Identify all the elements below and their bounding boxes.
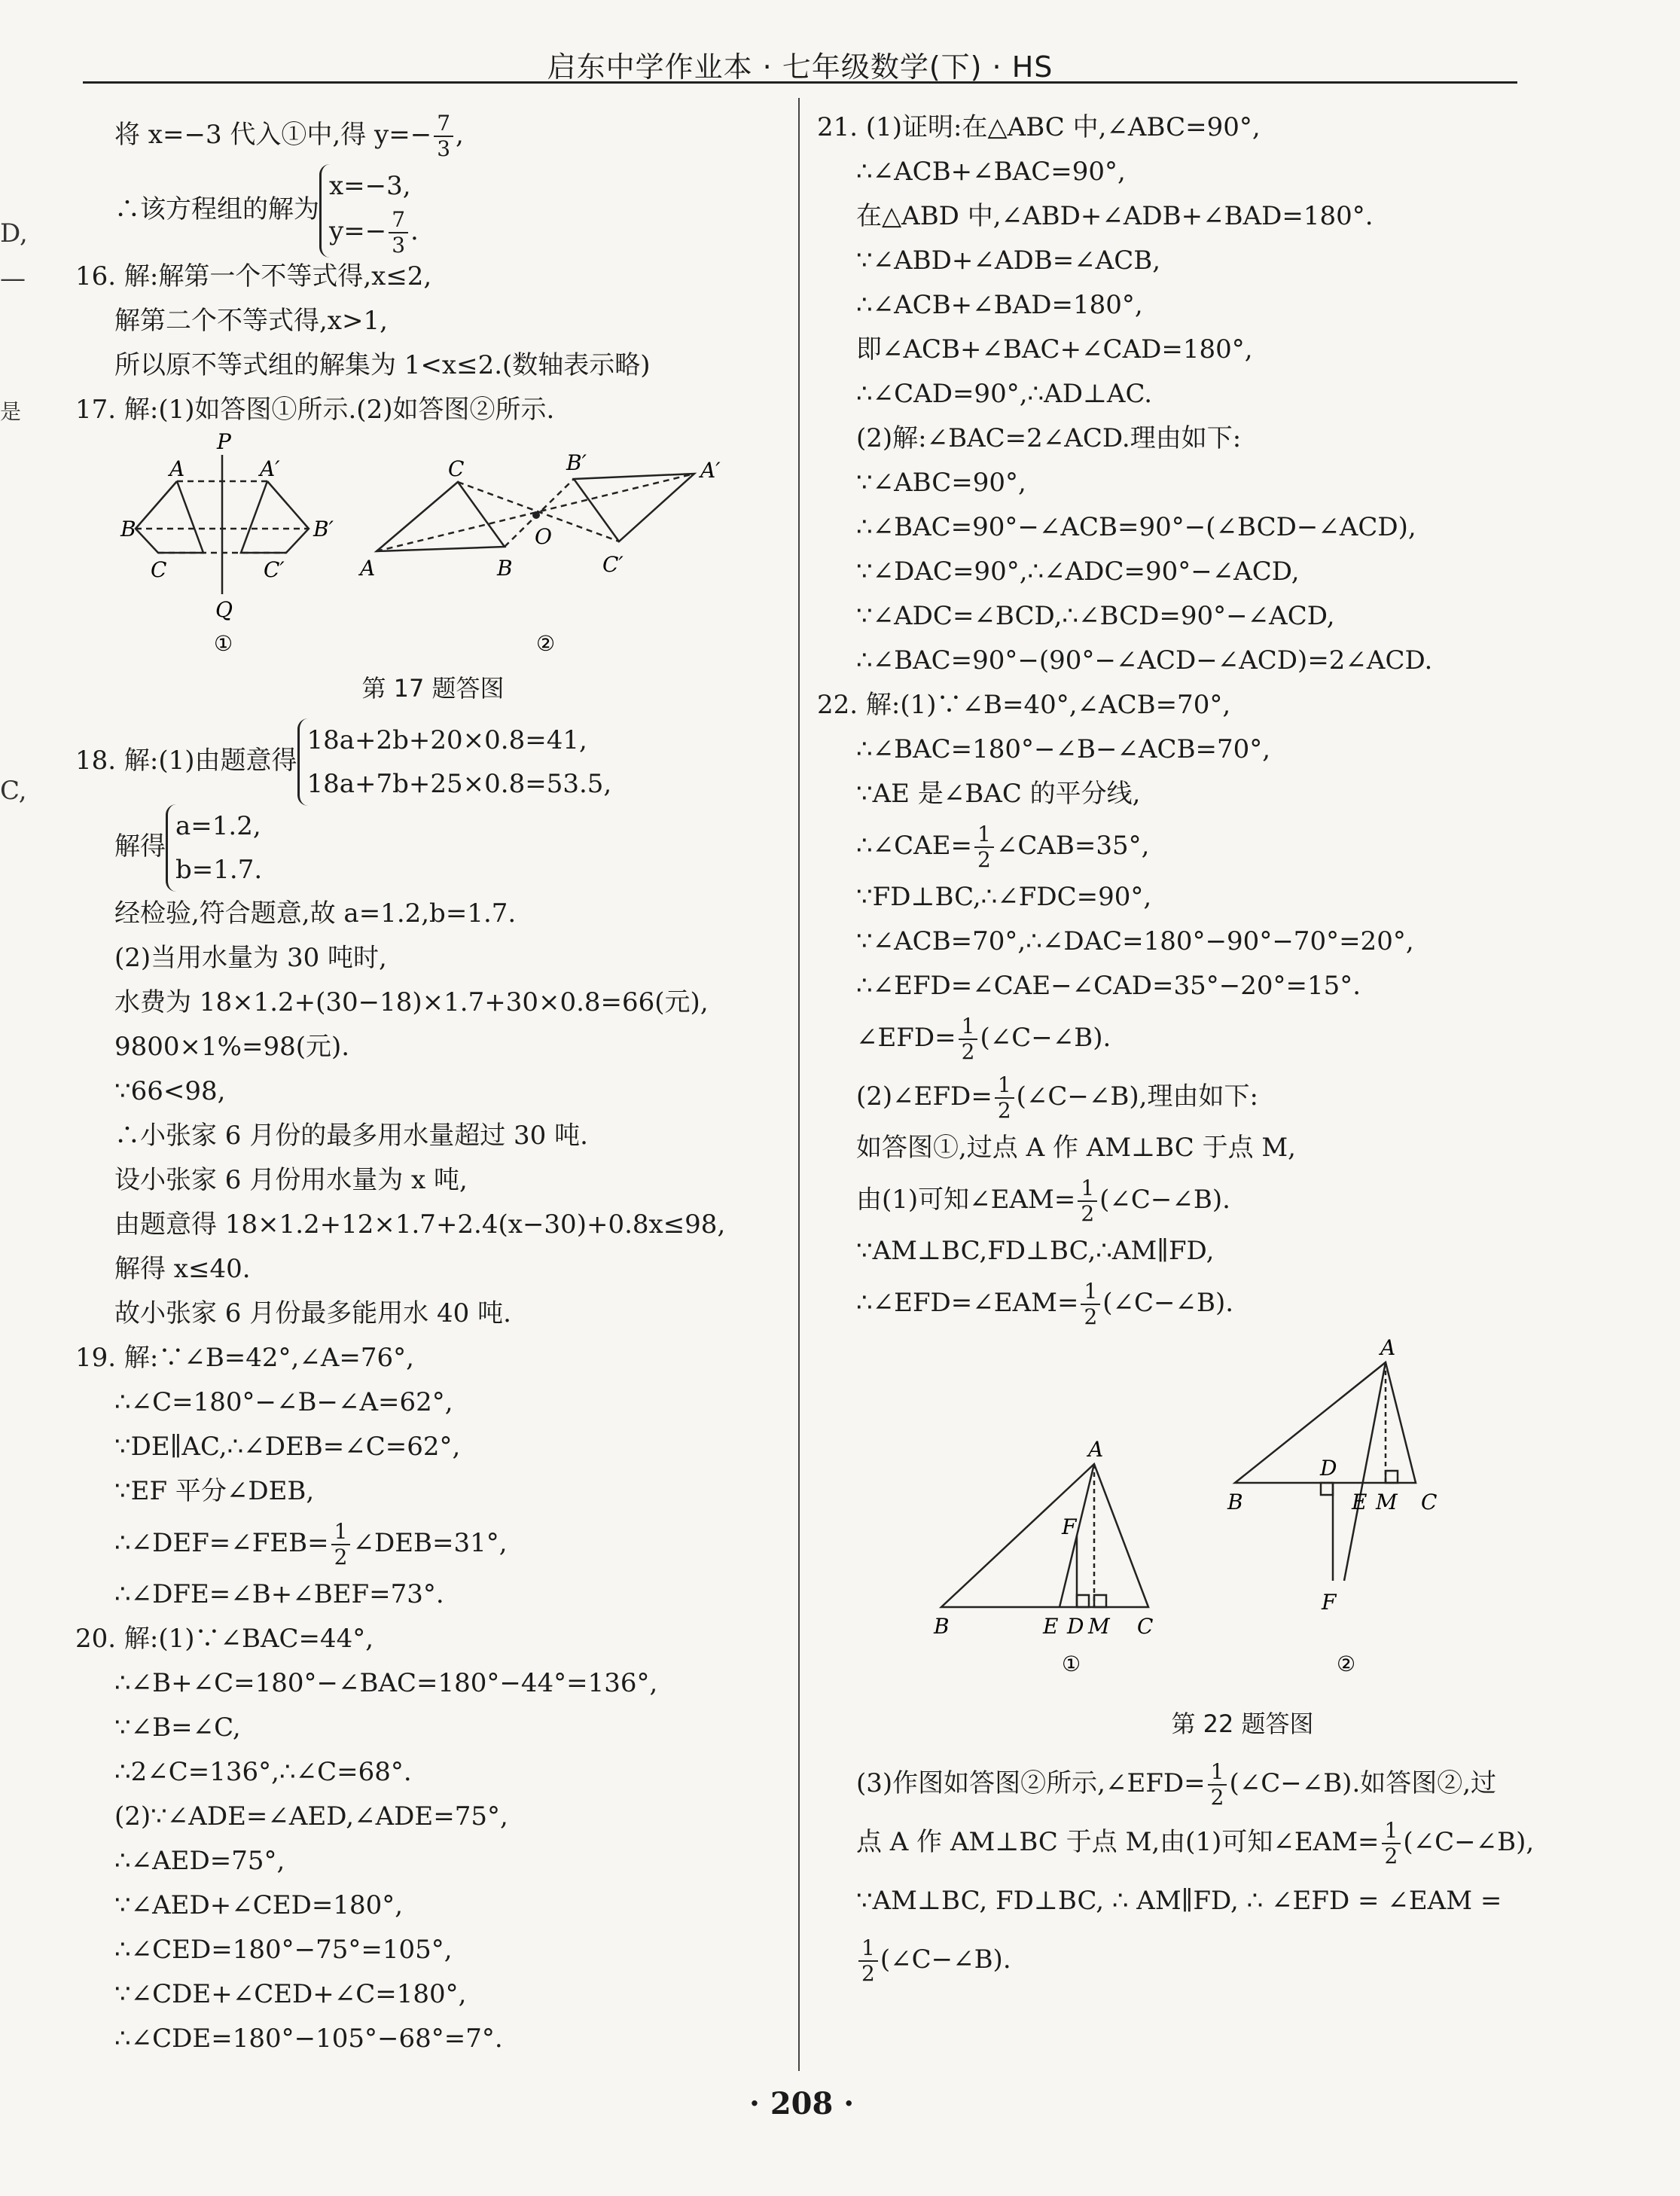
svg-text:B′: B′ bbox=[313, 517, 334, 541]
text-line: ∴∠AED=75°, bbox=[114, 1846, 285, 1876]
text-line: ∵EF 平分∠DEB, bbox=[114, 1476, 315, 1506]
text-line: ∵∠DAC=90°,∴∠ADC=90°−∠ACD, bbox=[856, 557, 1300, 587]
text-line: ∵AM⊥BC,FD⊥BC,∴AM∥FD, bbox=[856, 1236, 1215, 1266]
svg-text:B′: B′ bbox=[566, 450, 587, 475]
text-line: 如答图①,过点 A 作 AM⊥BC 于点 M, bbox=[856, 1133, 1296, 1163]
text-line: 解得 x≤40. bbox=[114, 1254, 251, 1284]
text-line: 点 A 作 AM⊥BC 于点 M,由(1)可知∠EAM= $\frac{1}{2}$ (∠C−∠B), bbox=[856, 1818, 1535, 1868]
svg-text:E: E bbox=[1043, 1614, 1059, 1639]
triangle-abc bbox=[377, 482, 505, 551]
svg-text:B: B bbox=[1227, 1490, 1243, 1514]
edge-text: 是 bbox=[0, 399, 22, 424]
svg-text:C: C bbox=[1137, 1614, 1154, 1639]
text-line: 设小张家 6 月份用水量为 x 吨, bbox=[114, 1165, 468, 1195]
text-line: 水费为 18×1.2+(30−18)×1.7+30×0.8=66(元), bbox=[114, 987, 709, 1017]
text-line: ∴∠DFE=∠B+∠BEF=73°. bbox=[114, 1579, 444, 1609]
text-line: ∴∠CDE=180°−105°−68°=7°. bbox=[114, 2024, 503, 2054]
fraction: $\frac{1}{2}$ bbox=[1078, 1176, 1097, 1226]
svg-text:A′: A′ bbox=[700, 458, 721, 483]
left-column bbox=[75, 105, 791, 2061]
fraction: $\frac{7}{3}$ bbox=[434, 111, 453, 161]
text-line: ∴∠ACB+∠BAC=90°, bbox=[856, 157, 1126, 187]
fraction: $\frac{1}{2}$ bbox=[331, 1520, 351, 1569]
figure-22-svg bbox=[817, 1332, 1668, 1694]
text-line: ∴∠C=180°−∠B−∠A=62°, bbox=[114, 1387, 453, 1417]
shape-right bbox=[241, 481, 309, 553]
svg-text:②: ② bbox=[536, 631, 556, 656]
text-line: (2)解:∠BAC=2∠ACD.理由如下: bbox=[856, 423, 1242, 453]
fraction: $\frac{1}{2}$ bbox=[858, 1936, 878, 1986]
svg-text:M: M bbox=[1088, 1614, 1110, 1639]
text-line: (2)当用水量为 30 吨时, bbox=[114, 943, 387, 973]
svg-text:F: F bbox=[1322, 1590, 1337, 1615]
text-line: ∵∠ADC=∠BCD,∴∠BCD=90°−∠ACD, bbox=[856, 601, 1335, 631]
figure-22-caption: 第 22 题答图 bbox=[1171, 1710, 1314, 1738]
shape-left bbox=[136, 481, 203, 553]
svg-text:A: A bbox=[169, 456, 185, 481]
svg-text:A: A bbox=[1088, 1437, 1104, 1462]
text-line: ∴2∠C=136°,∴∠C=68°. bbox=[114, 1757, 412, 1787]
text-line: 18. 解:(1)由题意得 18a+2b+20×0.8=41, 18a+7b+25×0.8=53.5, bbox=[75, 718, 791, 801]
text-line: ∴∠BAC=180°−∠B−∠ACB=70°, bbox=[856, 734, 1271, 764]
svg-text:C′: C′ bbox=[602, 552, 624, 577]
fraction: $\frac{1}{2}$ bbox=[1382, 1819, 1401, 1868]
text-line: 经检验,符合题意,故 a=1.2,b=1.7. bbox=[114, 898, 517, 929]
svg-text:D: D bbox=[1067, 1614, 1084, 1639]
fraction: $\frac{1}{2}$ bbox=[1208, 1760, 1227, 1810]
text-line: ∵AE 是∠BAC 的平分线, bbox=[856, 779, 1141, 809]
text-line: ∵∠B=∠C, bbox=[114, 1713, 241, 1743]
text-line: ∴该方程组的解为 x=−3, y=− $\frac{7}{3}$ . bbox=[75, 164, 791, 255]
svg-text:C: C bbox=[448, 456, 465, 481]
svg-text:C: C bbox=[151, 557, 167, 582]
svg-text:Q: Q bbox=[215, 597, 233, 622]
text-line: ∵∠ACB=70°,∴∠DAC=180°−90°−70°=20°, bbox=[856, 926, 1414, 956]
text-line: 由题意得 18×1.2+12×1.7+2.4(x−30)+0.8x≤98, bbox=[114, 1209, 726, 1240]
svg-text:A: A bbox=[1380, 1335, 1396, 1360]
svg-text:B: B bbox=[497, 556, 513, 581]
text-line: 解得 a=1.2, b=1.7. bbox=[75, 801, 791, 892]
svg-text:C′: C′ bbox=[264, 557, 285, 582]
text-line: 故小张家 6 月份最多能用水 40 吨. bbox=[114, 1298, 511, 1328]
right-column bbox=[817, 105, 1668, 1989]
text-line: 9800×1%=98(元). bbox=[114, 1032, 350, 1062]
figure-17 bbox=[75, 432, 791, 658]
triangle-1 bbox=[941, 1464, 1148, 1607]
text-line: ∴∠CED=180°−75°=105°, bbox=[114, 1935, 453, 1965]
figure-22 bbox=[817, 1332, 1668, 1694]
text-line: ∴∠DEF=∠FEB= $\frac{1}{2}$ ∠DEB=31°, bbox=[114, 1519, 508, 1569]
text-line: (3)作图如答图②所示,∠EFD= $\frac{1}{2}$ (∠C−∠B).如答图②,过 bbox=[856, 1759, 1497, 1810]
text-line: ∵∠AED+∠CED=180°, bbox=[114, 1890, 404, 1920]
figure-17-svg bbox=[75, 432, 791, 658]
equation-system: a=1.2, b=1.7. bbox=[166, 804, 262, 892]
text-line: ∴∠ACB+∠BAD=180°, bbox=[856, 290, 1143, 320]
text-line: ∴∠B+∠C=180°−∠BAC=180°−44°=136°, bbox=[114, 1668, 658, 1698]
text-line: ∵FD⊥BC,∴∠FDC=90°, bbox=[856, 882, 1152, 912]
svg-text:B: B bbox=[934, 1614, 950, 1639]
text-line: 即∠ACB+∠BAC+∠CAD=180°, bbox=[856, 334, 1253, 364]
svg-text:E: E bbox=[1352, 1490, 1367, 1514]
text-line: ∵66<98, bbox=[114, 1076, 226, 1106]
svg-text:A: A bbox=[360, 556, 376, 581]
equation-system: x=−3, y=− $\frac{7}{3}$ . bbox=[319, 164, 419, 258]
svg-text:①: ① bbox=[214, 631, 233, 656]
svg-text:B: B bbox=[120, 517, 136, 541]
text-line: 在△ABD 中,∠ABD+∠ADB+∠BAD=180°. bbox=[856, 201, 1374, 231]
svg-text:A′: A′ bbox=[260, 456, 280, 481]
text-line: ∵DE∥AC,∴∠DEB=∠C=62°, bbox=[114, 1432, 461, 1462]
equation-system: 18a+2b+20×0.8=41, 18a+7b+25×0.8=53.5, bbox=[297, 718, 612, 806]
text-line: 16. 解:解第一个不等式得,x≤2, bbox=[75, 261, 432, 291]
text-line: 所以原不等式组的解集为 1<x≤2.(数轴表示略) bbox=[114, 350, 651, 380]
svg-text:F: F bbox=[1062, 1514, 1077, 1539]
fraction: $\frac{1}{2}$ bbox=[974, 822, 994, 872]
text-line: ∵∠ABD+∠ADB=∠ACB, bbox=[856, 246, 1161, 276]
edge-text: — bbox=[0, 264, 26, 294]
svg-text:①: ① bbox=[1062, 1652, 1081, 1676]
fraction: $\frac{1}{2}$ bbox=[995, 1073, 1014, 1123]
text-line: 解第二个不等式得,x>1, bbox=[114, 306, 388, 336]
text-line: $\frac{1}{2}$ (∠C−∠B). bbox=[817, 1930, 1668, 1989]
text-line: 将 x=−3 代入①中,得 y=− $\frac{7}{3}$ , bbox=[114, 111, 464, 161]
text-line: 由(1)可知∠EAM= $\frac{1}{2}$ (∠C−∠B). bbox=[856, 1176, 1230, 1226]
text-line: 20. 解:(1)∵∠BAC=44°, bbox=[75, 1624, 374, 1654]
text-line: ∴∠BAC=90°−(90°−∠ACD−∠ACD)=2∠ACD. bbox=[856, 645, 1433, 676]
text-line: ∴∠EFD=∠CAE−∠CAD=35°−20°=15°. bbox=[856, 971, 1361, 1001]
text-line: 17. 解:(1)如答图①所示.(2)如答图②所示. bbox=[75, 395, 555, 425]
text-line: ∴∠BAC=90°−∠ACB=90°−(∠BCD−∠ACD), bbox=[856, 512, 1416, 542]
text-line: 22. 解:(1)∵∠B=40°,∠ACB=70°, bbox=[817, 690, 1231, 720]
text-line: ∴∠CAD=90°,∴AD⊥AC. bbox=[856, 379, 1153, 409]
text-line: ∠EFD= $\frac{1}{2}$ (∠C−∠B). bbox=[856, 1014, 1111, 1064]
column-divider bbox=[798, 98, 800, 2071]
text-line: ∵AM⊥BC, FD⊥BC, ∴ AM∥FD, ∴ ∠EFD = ∠EAM = bbox=[856, 1886, 1502, 1916]
text-line: ∴∠CAE= $\frac{1}{2}$ ∠CAB=35°, bbox=[856, 822, 1150, 872]
svg-text:P: P bbox=[217, 432, 231, 454]
text-line: 21. (1)证明:在△ABC 中,∠ABC=90°, bbox=[817, 112, 1261, 142]
svg-text:D: D bbox=[1320, 1456, 1337, 1481]
fraction: $\frac{1}{2}$ bbox=[1081, 1279, 1100, 1329]
text-line: 19. 解:∵∠B=42°,∠A=76°, bbox=[75, 1343, 414, 1373]
text-line: (2)∠EFD= $\frac{1}{2}$ (∠C−∠B),理由如下: bbox=[856, 1072, 1258, 1123]
text-line: ∴∠EFD=∠EAM= $\frac{1}{2}$ (∠C−∠B). bbox=[856, 1279, 1234, 1329]
text-line: (2)∵∠ADE=∠AED,∠ADE=75°, bbox=[114, 1801, 508, 1832]
text-line: ∵∠ABC=90°, bbox=[856, 468, 1026, 498]
page-header: 启东中学作业本 · 七年级数学(下) · HS bbox=[83, 44, 1517, 84]
figure-17-caption: 第 17 题答图 bbox=[361, 674, 505, 703]
page-number: · 208 · bbox=[749, 2086, 855, 2121]
svg-text:C: C bbox=[1421, 1490, 1438, 1514]
svg-text:O: O bbox=[535, 524, 552, 549]
edge-text: D, bbox=[0, 218, 28, 249]
fraction: $\frac{1}{2}$ bbox=[959, 1014, 978, 1064]
svg-text:②: ② bbox=[1337, 1652, 1356, 1676]
text-line: ∴小张家 6 月份的最多用水量超过 30 吨. bbox=[114, 1121, 588, 1151]
edge-text: C, bbox=[0, 776, 27, 806]
svg-text:M: M bbox=[1376, 1490, 1398, 1514]
text-line: ∵∠CDE+∠CED+∠C=180°, bbox=[114, 1979, 467, 2009]
